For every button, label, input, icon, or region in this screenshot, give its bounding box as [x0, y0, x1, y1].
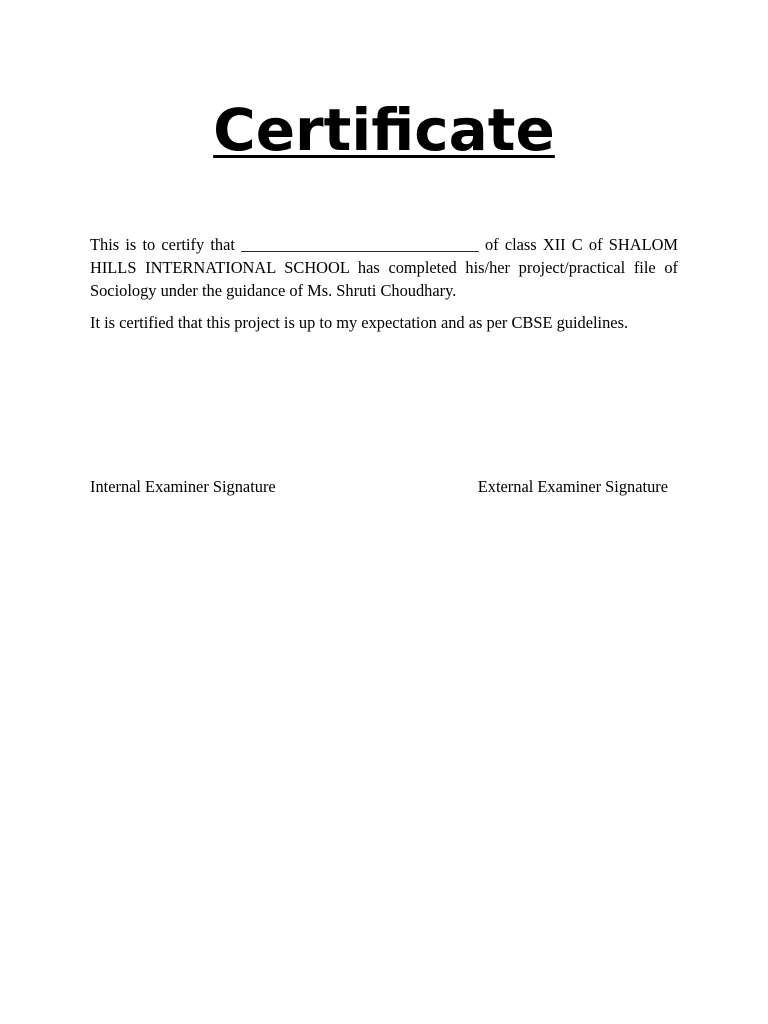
certification-paragraph: This is to certify that _____________________________ of class XII C of SHALOM HILLS INTERNATIONAL SCHOOL has completed his/her project/practical file of Sociology under the guidance of Ms. Shruti Choudhary. [90, 235, 678, 300]
internal-examiner-signature: Internal Examiner Signature [90, 477, 276, 496]
guidelines-paragraph: It is certified that this project is up to my expectation and as per CBSE guidelines. [90, 313, 629, 332]
page-title: Certificate [213, 96, 555, 164]
external-examiner-signature: External Examiner Signature [477, 477, 668, 496]
signature-row [90, 475, 670, 499]
